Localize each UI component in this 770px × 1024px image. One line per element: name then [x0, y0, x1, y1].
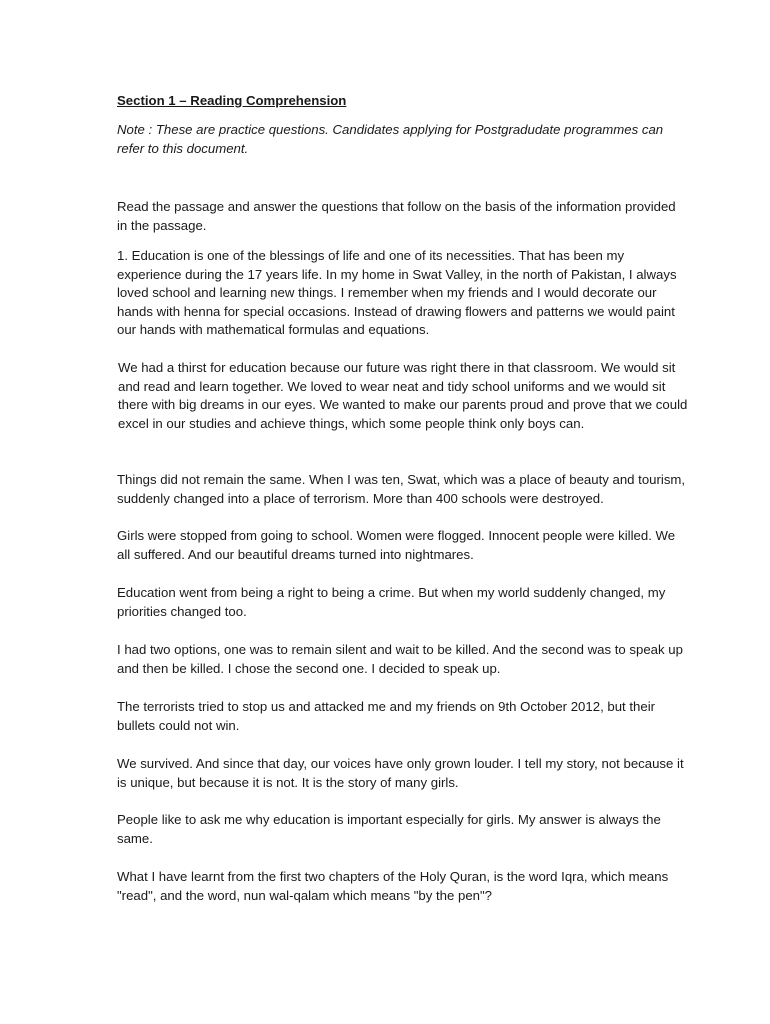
passage-paragraph-2: We had a thirst for education because our future was right there in that classroom. We would sit and read and learn together. We loved to wear neat and tidy school uniforms and we would sit there with big dreams in our eyes. We wanted to make our parents proud and prove that we could excel in our studies and achieve things, which some people think only boys can. — [118, 360, 688, 431]
passage-paragraph-6: The terrorists tried to stop us and attacked me and my friends on 9th October 2012, but their bullets could not win. — [117, 699, 656, 733]
passage-paragraph-8: People like to ask me why education is important especially for girls. My answer is always the same. — [117, 812, 661, 846]
passage-paragraph-1: 1. Education is one of the blessings of life and one of its necessities. That has been my experience during the 17 years life. In my home in Swat Valley, in the north of Pakistan, I always loved school and learning new things. I remember when my friends and I would decorate our hands with henna for special occasions. Instead of drawing flowers and patterns we would paint our hands with mathematical formulas and equations. — [117, 248, 677, 337]
passage-paragraph-4: Education went from being a right to being a crime. But when my world suddenly changed, my priorities changed too. — [117, 585, 666, 619]
passage-paragraph-9: What I have learnt from the first two chapters of the Holy Quran, is the word Iqra, which means "read", and the word, nun wal-qalam which means "by the pen"? — [117, 869, 669, 903]
instructions: Read the passage and answer the questions that follow on the basis of the information provided in the passage. — [117, 199, 676, 233]
note: Note : These are practice questions. Candidates applying for Postgradudate programmes can refer to this document. — [117, 122, 664, 156]
passage-paragraph-3b: Girls were stopped from going to school. Women were flogged. Innocent people were killed. We all suffered. And our beautiful dreams turned into nightmares. — [117, 528, 676, 562]
passage-paragraph-7: We survived. And since that day, our voices have only grown louder. I tell my story, not because it is unique, but because it is not. It is the story of many girls. — [117, 756, 684, 790]
section-title: Section 1 – Reading Comprehension — [117, 93, 347, 108]
passage-paragraph-3a: Things did not remain the same. When I was ten, Swat, which was a place of beauty and tourism, suddenly changed into a place of terrorism. More than 400 schools were destroyed. — [117, 472, 686, 506]
passage-paragraph-5: I had two options, one was to remain silent and wait to be killed. And the second was to speak up and then be killed. I chose the second one. I decided to speak up. — [117, 642, 683, 676]
